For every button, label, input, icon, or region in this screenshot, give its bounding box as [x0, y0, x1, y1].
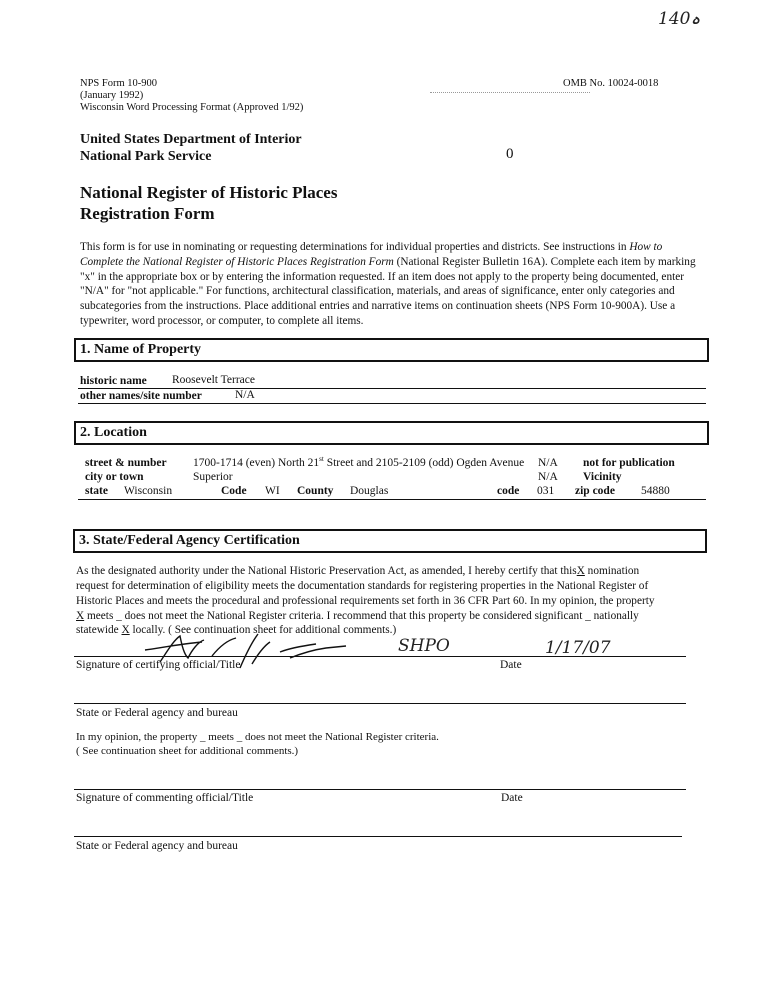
- city-na: N/A: [538, 471, 558, 483]
- stray-mark: 0: [506, 146, 514, 162]
- comment-date-label: Date: [501, 792, 523, 804]
- cert-line-2: request for determination of eligibility meets the documentation standards for registering properties in the National Register of: [76, 580, 649, 592]
- cert-line-5: statewide X locally. ( See continuation sheet for additional comments.): [76, 624, 397, 636]
- state-label: state: [85, 485, 108, 497]
- intro-paragraph: This form is for use in nominating or requesting determinations for individual properties and districts. See instructions in How to Complete the National Register of Historic Places Registration Form (National Register Bulletin 16A). Complete each item by marking "x" in the appropriate box or by entering the information requested. If an item does not apply to the property being documented, enter "N/A" for "not applicable." For functions, architectural classification, materials, and areas of significance, enter only categories and subcategories from the instructions. Place additional entries and narrative items on continuation sheets (NPS Form 10-900A). Use a typewriter, word processor, or computer, to complete all items.: [80, 241, 696, 327]
- form-title-line-2: Registration Form: [80, 204, 215, 223]
- street-label: street & number: [85, 457, 167, 469]
- signature-line: [74, 656, 686, 657]
- comment-signature-line: [74, 789, 686, 790]
- section-2-heading: 2. Location: [74, 421, 709, 445]
- cert-line-3: Historic Places and meets the procedural and professional requirements set forth in 36 CFR Part 60. In my opinion, the property: [76, 595, 655, 607]
- handwritten-date: 1/17/07: [545, 638, 611, 658]
- section-3-heading: 3. State/Federal Agency Certification: [73, 529, 707, 553]
- code-value: WI: [265, 485, 280, 497]
- scan-smudge: [430, 92, 590, 93]
- agency-line-1: United States Department of Interior: [80, 132, 302, 147]
- zip-value: 54880: [641, 485, 670, 497]
- divider: [78, 388, 706, 389]
- form-number: NPS Form 10-900: [80, 78, 158, 89]
- divider: [78, 499, 706, 500]
- city-value: Superior: [193, 471, 233, 483]
- county-code-value: 031: [537, 485, 555, 497]
- comment-signature-label: Signature of commenting official/Title: [76, 792, 254, 804]
- cert-line-1: As the designated authority under the National Historic Preservation Act, as amended, I hereby certify that thisX nomination: [76, 565, 640, 577]
- other-names-label: other names/site number: [80, 390, 202, 402]
- historic-name-label: historic name: [80, 375, 147, 387]
- code-label: Code: [221, 485, 247, 497]
- not-for-publication: not for publication: [583, 457, 675, 469]
- date-label: Date: [500, 659, 522, 671]
- other-names-value: N/A: [235, 389, 255, 401]
- county-code-label: code: [497, 485, 520, 497]
- street-value: 1700-1714 (even) North 21st Street and 2105-2109 (odd) Ogden Avenue: [193, 455, 525, 469]
- agency-line-2: [74, 836, 682, 837]
- vicinity-label: Vicinity: [583, 471, 622, 483]
- historic-name-value: Roosevelt Terrace: [172, 374, 255, 386]
- form-title-line-1: National Register of Historic Places: [80, 183, 338, 202]
- county-label: County: [297, 485, 334, 497]
- format-note: Wisconsin Word Processing Format (Approved 1/92): [80, 102, 304, 113]
- omb-number: OMB No. 10024-0018: [563, 78, 659, 89]
- county-value: Douglas: [350, 485, 389, 497]
- opinion-line-1: In my opinion, the property _ meets _ does not meet the National Register criteria.: [76, 731, 439, 743]
- agency-label: State or Federal agency and bureau: [76, 707, 238, 719]
- corner-handwritten-mark: 14ہ0: [658, 9, 701, 29]
- city-label: city or town: [85, 471, 144, 483]
- opinion-line-2: ( See continuation sheet for additional comments.): [76, 745, 299, 757]
- signature-label: Signature of certifying official/Title: [76, 659, 241, 671]
- section-1-heading: 1. Name of Property: [74, 338, 709, 362]
- divider: [78, 403, 706, 404]
- street-na: N/A: [538, 457, 558, 469]
- agency-line-2: National Park Service: [80, 149, 212, 164]
- state-value: Wisconsin: [124, 485, 173, 497]
- cert-line-4: X meets _ does not meet the National Register criteria. I recommend that this property be considered significant _ nationally: [76, 610, 639, 622]
- agency-label-2: State or Federal agency and bureau: [76, 840, 238, 852]
- form-date: (January 1992): [80, 90, 144, 101]
- zip-label: zip code: [575, 485, 615, 497]
- agency-line: [74, 703, 686, 704]
- handwritten-title: SHPO: [398, 636, 450, 656]
